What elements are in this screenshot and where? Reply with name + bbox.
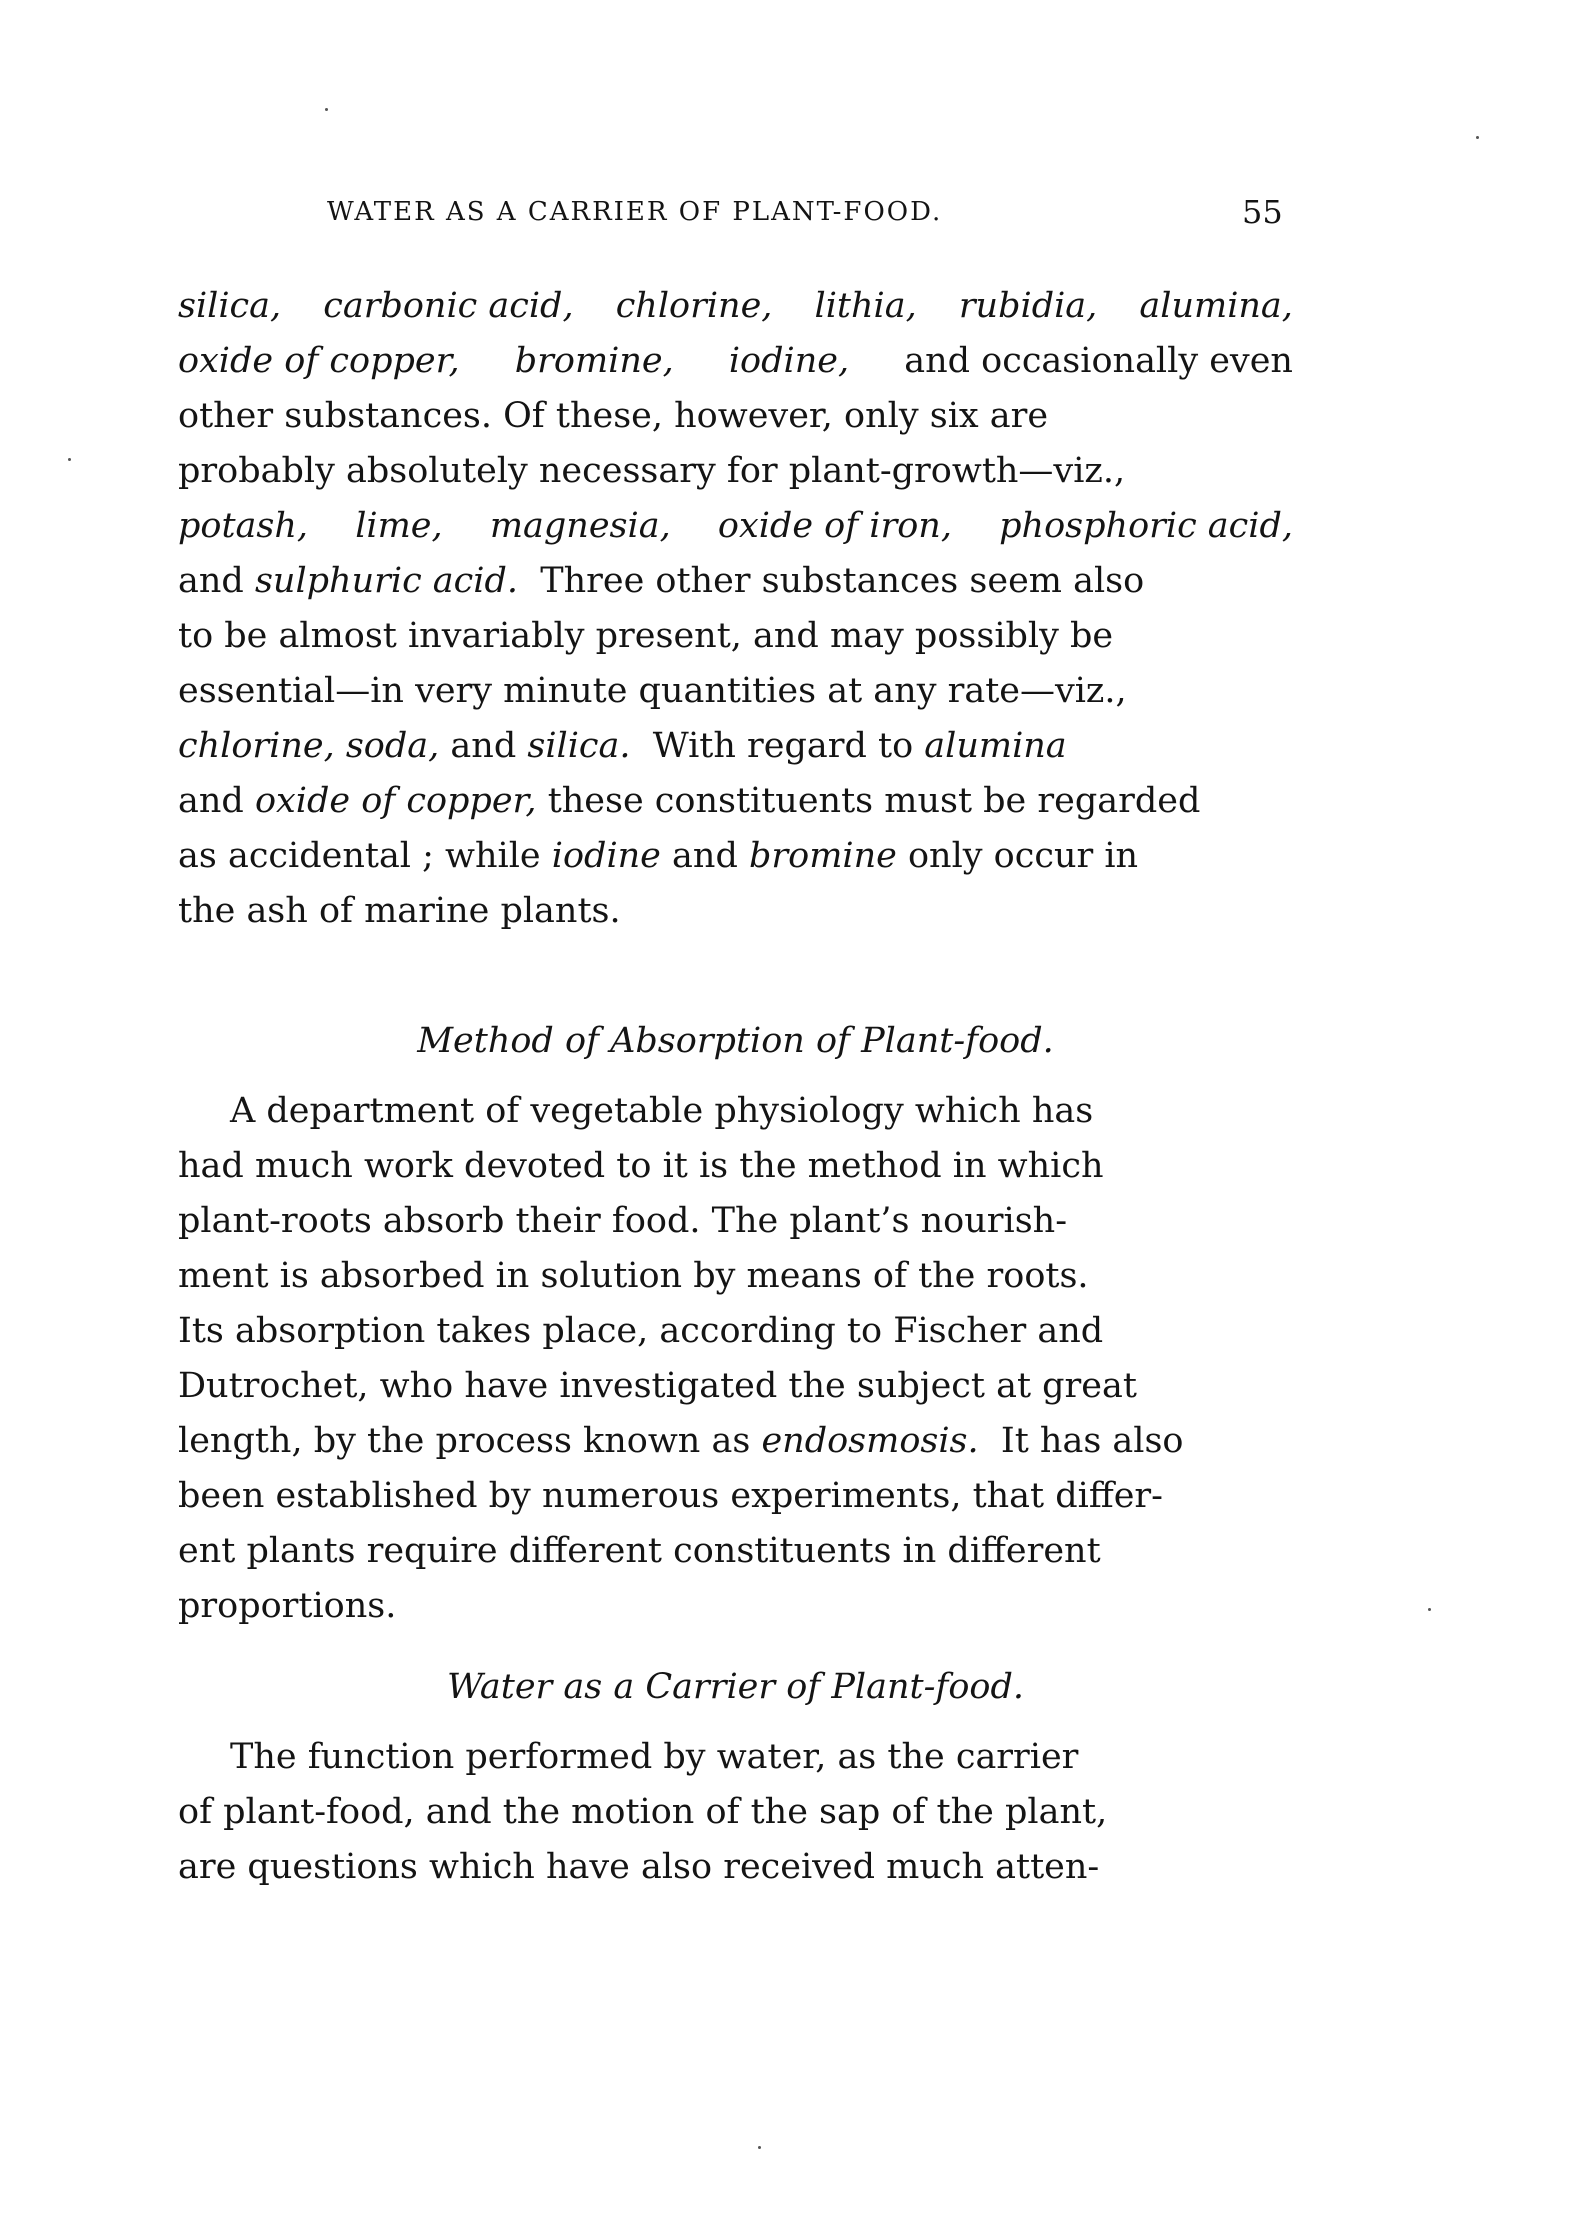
italic-term: chlorine, <box>615 286 773 326</box>
text-line <box>178 279 1293 333</box>
italic-term: lithia, <box>814 286 917 326</box>
text-line: The function performed by water, as the carrier <box>230 1737 1079 1777</box>
italic-term: chlorine, soda, <box>178 726 440 766</box>
section-heading: Method of Absorption of Plant-food. <box>417 1021 1054 1061</box>
text-line: been established by numerous experiments, that differ- <box>178 1476 1163 1516</box>
text-run: and <box>178 781 255 821</box>
text-run: length, by the process known as <box>178 1421 762 1461</box>
section-heading: Water as a Carrier of Plant-food. <box>446 1667 1025 1707</box>
text-line: Its absorption takes place, according to Fischer and <box>178 1311 1104 1351</box>
italic-term: potash, <box>178 506 309 546</box>
italic-term: oxide of iron, <box>717 506 952 546</box>
italic-term: alumina <box>924 726 1067 766</box>
text-line: A department of vegetable physiology which has <box>230 1091 1094 1131</box>
text-run: It has also <box>978 1421 1184 1461</box>
text-run: Three other substances seem also <box>517 561 1145 601</box>
scan-speck <box>1428 1608 1431 1611</box>
italic-term: carbonic acid, <box>323 286 574 326</box>
italic-term: lime, <box>355 506 443 546</box>
text-line <box>178 774 1293 828</box>
italic-term: phosphoric acid, <box>999 506 1293 546</box>
text-run: as accidental ; while <box>178 836 552 876</box>
text-run: and <box>439 726 528 766</box>
text-line <box>178 499 1293 553</box>
text-line <box>178 554 1293 608</box>
italic-term: iodine <box>551 836 661 876</box>
text-line: ent plants require different constituents in different <box>178 1531 1101 1571</box>
italic-term: rubidia, <box>958 286 1098 326</box>
page-number: 55 <box>1242 193 1283 231</box>
italic-term: silica, <box>178 286 282 326</box>
scan-speck <box>758 2146 761 2149</box>
italic-term: magnesia, <box>489 506 671 546</box>
text-line <box>178 829 1293 883</box>
running-head: WATER AS A CARRIER OF PLANT-FOOD. <box>327 197 943 227</box>
text-line: had much work devoted to it is the method in which <box>178 1146 1104 1186</box>
text-line: plant-roots absorb their food. The plant’s nourish- <box>178 1201 1068 1241</box>
italic-term: alumina, <box>1139 286 1293 326</box>
text-run: With regard to <box>630 726 925 766</box>
text-line: Dutrochet, who have investigated the subject at great <box>178 1366 1137 1406</box>
italic-term: endosmosis. <box>761 1421 979 1461</box>
text-run: and occasionally even <box>904 341 1293 381</box>
text-line: proportions. <box>178 1586 397 1626</box>
scan-speck <box>325 108 328 111</box>
text-line <box>178 1414 1293 1468</box>
italic-term: bromine <box>748 836 897 876</box>
text-line <box>178 719 1293 773</box>
text-line <box>178 334 1293 388</box>
scan-speck <box>68 458 71 461</box>
italic-term: iodine, <box>728 341 850 381</box>
text-run: and <box>178 561 255 601</box>
text-line: ment is absorbed in solution by means of the roots. <box>178 1256 1089 1296</box>
italic-term: oxide of copper, <box>178 341 460 381</box>
text-run: only occur in <box>896 836 1139 876</box>
text-run: these constituents must be regarded <box>536 781 1201 821</box>
italic-term: oxide of copper, <box>254 781 537 821</box>
text-line: other substances. Of these, however, only six are <box>178 396 1049 436</box>
italic-term: silica. <box>527 726 631 766</box>
text-run: and <box>660 836 749 876</box>
text-line: essential—in very minute quantities at any rate—viz., <box>178 671 1127 711</box>
text-line: of plant-food, and the motion of the sap of the plant, <box>178 1792 1108 1832</box>
text-line: the ash of marine plants. <box>178 891 621 931</box>
scan-speck <box>1476 136 1479 139</box>
text-line: to be almost invariably present, and may possibly be <box>178 616 1114 656</box>
italic-term: bromine, <box>514 341 674 381</box>
text-line: are questions which have also received much atten- <box>178 1847 1100 1887</box>
text-line: probably absolutely necessary for plant-growth—viz., <box>178 451 1126 491</box>
italic-term: sulphuric acid. <box>254 561 518 601</box>
